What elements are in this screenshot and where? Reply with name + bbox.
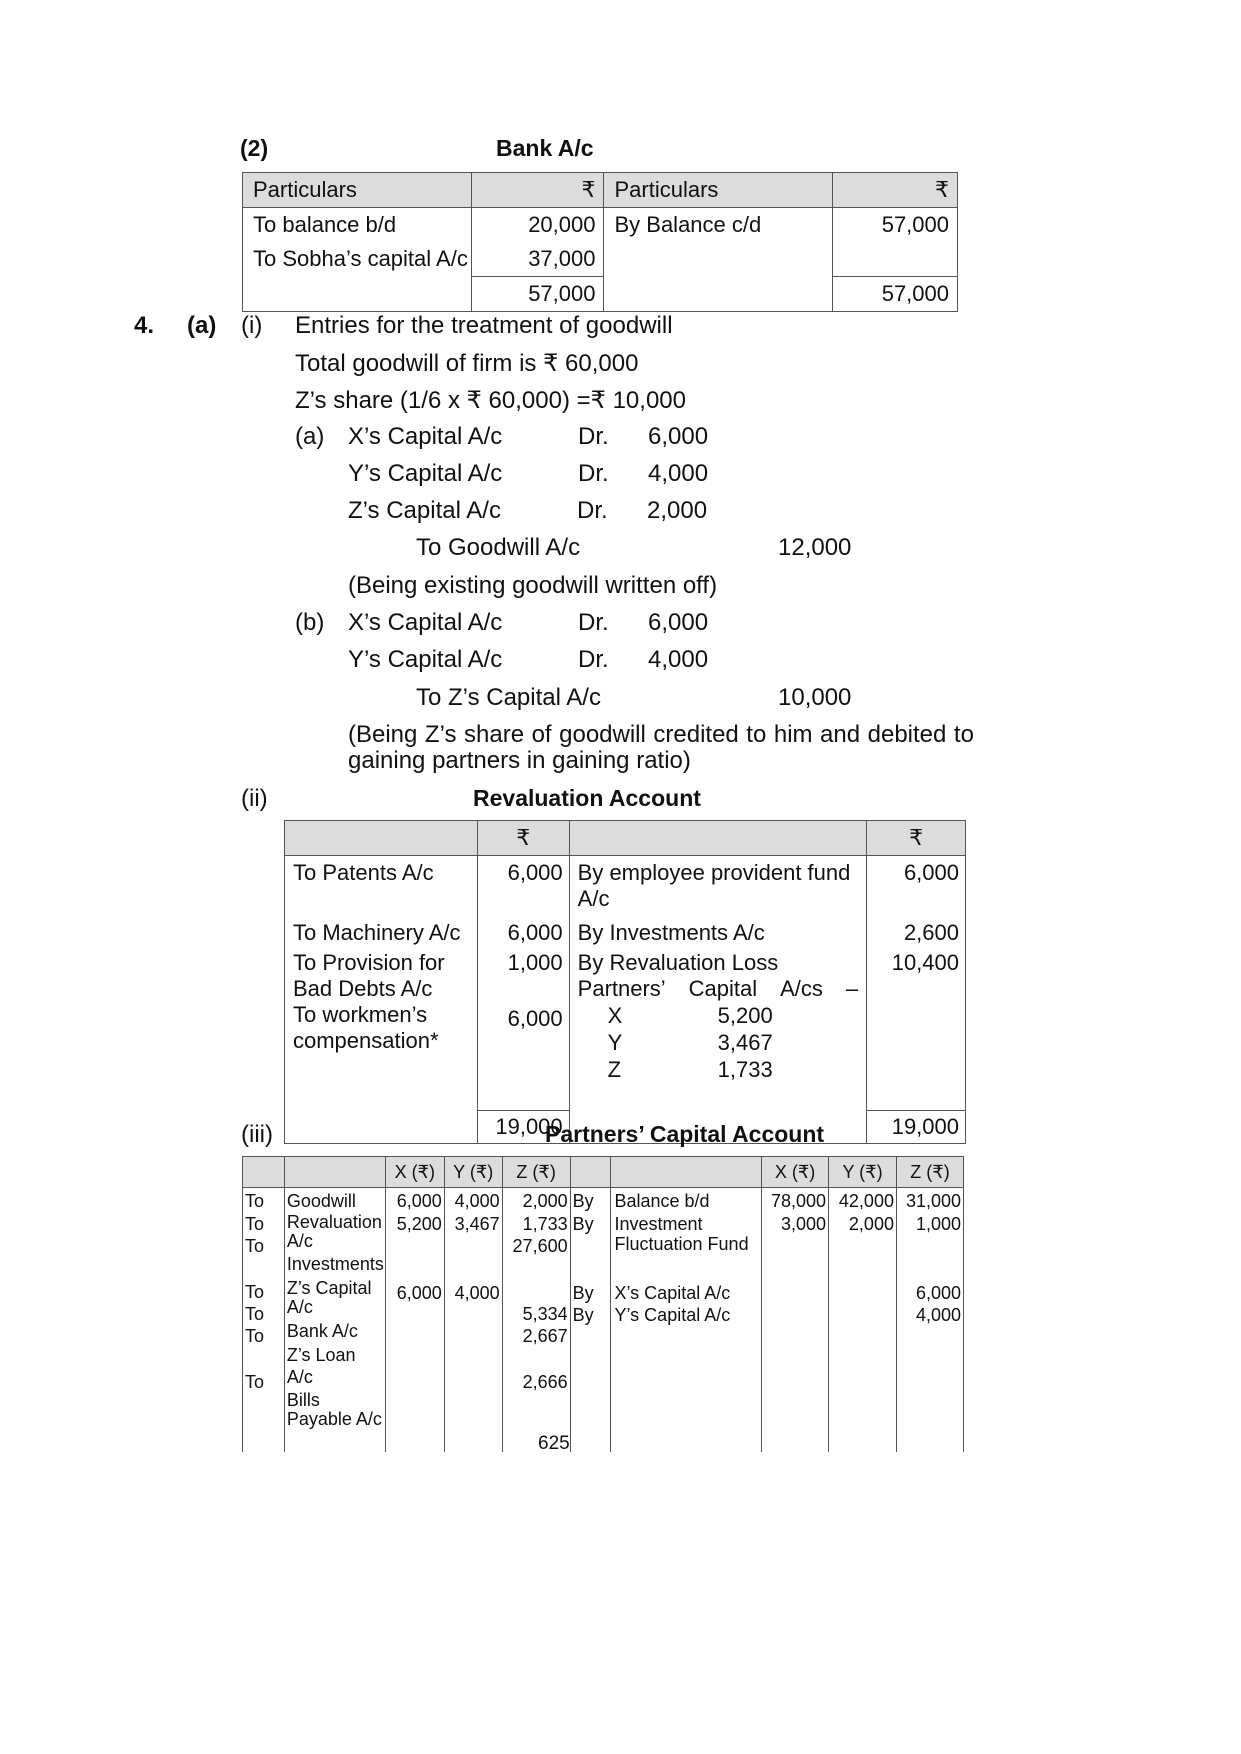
journal-narration xyxy=(348,721,974,749)
table-row xyxy=(243,208,958,243)
bank-dr-particular: To balance b/d xyxy=(243,208,472,243)
reval-loss-label: By Revaluation Loss xyxy=(577,950,779,975)
capital-dr-prefix: To xyxy=(245,1214,265,1234)
narration-word: to xyxy=(953,721,974,748)
reval-dr-amount: 6,000 xyxy=(477,916,569,946)
journal-debit-amount: 2,000 xyxy=(647,497,708,524)
capital-cr-particular: Balance b/d xyxy=(614,1191,710,1211)
table-row xyxy=(243,1188,964,1453)
capital-cr-z-amount: 1,000 xyxy=(915,1214,961,1234)
journal-dr-marker: Dr. xyxy=(578,646,609,673)
capital-dr-z-amount: 2,667 xyxy=(522,1326,568,1346)
capital-cr-z-amount: 6,000 xyxy=(915,1283,961,1303)
capital-dr-x-amount: 5,200 xyxy=(396,1214,442,1234)
capital-cr-z-amount: 31,000 xyxy=(905,1191,961,1211)
question-number: 4. xyxy=(134,312,155,339)
capital-cr-particular: Y’s Capital A/c xyxy=(614,1305,731,1325)
capital-cr-x-amount: 3,000 xyxy=(781,1214,827,1234)
bank-dr-amount: 37,000 xyxy=(471,242,604,277)
table-row xyxy=(243,242,958,277)
question-subpart: (i) xyxy=(241,312,263,339)
table-row xyxy=(285,916,966,946)
journal-debit-account: X’s Capital A/c xyxy=(348,609,503,636)
reval-dr-amount: 6,000 xyxy=(477,856,569,917)
entry-b-label: (b) xyxy=(295,609,325,636)
capital-header-y-cr: Y (₹) xyxy=(829,1157,897,1188)
journal-credit-amount: 12,000 xyxy=(778,534,852,561)
capital-cr-prefix: By xyxy=(572,1305,594,1325)
bank-cr-particular: By Balance c/d xyxy=(604,208,833,243)
narration-word: to xyxy=(746,721,767,748)
capital-dr-y-amount: 3,467 xyxy=(454,1214,500,1234)
capital-cr-z-amount: 4,000 xyxy=(915,1305,961,1325)
bank-total-cr: 57,000 xyxy=(833,277,958,312)
capital-cr-prefix: By xyxy=(572,1283,594,1303)
capital-dr-prefix: To xyxy=(245,1236,265,1256)
capital-cr-particular: X’s Capital A/c xyxy=(614,1283,731,1303)
capital-dr-particular: Investments xyxy=(286,1254,384,1274)
reval-total-dr: 19,000 xyxy=(477,1110,569,1143)
capital-dr-z-amount: 2,000 xyxy=(522,1191,568,1211)
capital-dr-particular: Revaluation xyxy=(286,1212,382,1232)
journal-debit-account: Y’s Capital A/c xyxy=(348,460,503,487)
capital-cr-x-amount: 78,000 xyxy=(770,1191,827,1211)
capital-dr-particular: Payable A/c xyxy=(286,1409,382,1429)
reval-provision-line1: To Provision for xyxy=(293,950,445,975)
capital-dr-particular: Bills xyxy=(286,1390,320,1410)
reval-header-row xyxy=(285,821,966,856)
reval-workmen-amount: 6,000 xyxy=(507,1006,563,1031)
capital-dr-prefix: To xyxy=(245,1372,265,1392)
question-part: (a) xyxy=(187,312,217,339)
reval-header-rupee-dr: ₹ xyxy=(477,821,569,856)
entry-a-label: (a) xyxy=(295,423,325,450)
capital-cr-y-amount: 42,000 xyxy=(838,1191,894,1211)
narration-word: of xyxy=(531,721,552,748)
narration-word: Z’s xyxy=(424,721,457,748)
reval-cr-particular: By employee provident fund xyxy=(577,860,851,885)
journal-dr-marker: Dr. xyxy=(578,423,609,450)
reval-share-x: X 5,200 xyxy=(607,1003,773,1028)
journal-debit-amount: 6,000 xyxy=(648,609,709,636)
reval-cr-particular: By Investments A/c xyxy=(569,916,867,946)
capital-section-number: (iii) xyxy=(241,1121,273,1148)
journal-debit-amount: 6,000 xyxy=(648,423,709,450)
reval-dr-particular: To Patents A/c xyxy=(293,860,434,885)
capital-header-z-dr: Z (₹) xyxy=(502,1157,570,1188)
bank-account-title: Bank A/c xyxy=(496,135,594,161)
narration-word: and xyxy=(820,721,861,748)
reval-dr-particular: To Machinery A/c xyxy=(285,916,478,946)
journal-debit-amount: 4,000 xyxy=(648,646,709,673)
bank-account-table xyxy=(242,172,958,312)
journal-debit-account: Y’s Capital A/c xyxy=(348,646,503,673)
capital-header-x-cr: X (₹) xyxy=(762,1157,829,1188)
capital-dr-prefix: To xyxy=(245,1304,265,1324)
bank-header-particulars-cr: Particulars xyxy=(604,173,833,208)
capital-dr-particular: Z’s Loan A/c xyxy=(286,1345,356,1387)
reval-header-rupee-cr: ₹ xyxy=(867,821,966,856)
table-row xyxy=(285,856,966,917)
reval-provision-amount: 1,000 xyxy=(507,950,563,975)
journal-debit-account: X’s Capital A/c xyxy=(348,423,503,450)
reval-account-title: Revaluation Account xyxy=(473,785,701,811)
narration-word: him xyxy=(773,721,813,748)
capital-dr-particular: Z’s Capital xyxy=(286,1278,372,1298)
journal-narration-continued: gaining partners in gaining ratio) xyxy=(348,747,691,774)
partners-capital-table xyxy=(242,1156,964,1452)
table-row xyxy=(285,946,966,1110)
bank-cr-amount: 57,000 xyxy=(833,208,958,243)
capital-dr-z-amount: 27,600 xyxy=(512,1236,568,1256)
z-share-line: Z’s share (1/6 x ₹ 60,000) =₹ 10,000 xyxy=(295,387,686,414)
capital-cr-particular: Fluctuation Fund xyxy=(614,1234,749,1254)
bank-dr-amount: 20,000 xyxy=(471,208,604,243)
capital-dr-z-amount: 5,334 xyxy=(522,1304,568,1324)
bank-header-amount-cr: ₹ xyxy=(833,173,958,208)
capital-dr-prefix: To xyxy=(245,1326,265,1346)
capital-header-y-dr: Y (₹) xyxy=(444,1157,502,1188)
capital-dr-particular: A/c xyxy=(286,1231,313,1251)
narration-word: goodwill xyxy=(559,721,646,748)
narration-word: (Being xyxy=(348,721,418,748)
journal-debit-amount: 4,000 xyxy=(648,460,709,487)
reval-total-cr: 19,000 xyxy=(867,1110,966,1143)
reval-workmen-line1: To workmen’s xyxy=(293,1002,428,1027)
revaluation-account-table xyxy=(284,820,966,1144)
reval-cr-amount: 2,600 xyxy=(867,916,966,946)
bank-header-row xyxy=(243,173,958,208)
capital-cr-particular: Investment xyxy=(614,1214,703,1234)
reval-cr-particular-cont: A/c xyxy=(577,886,610,911)
capital-dr-prefix: To xyxy=(245,1282,265,1302)
journal-credit-account: To Z’s Capital A/c xyxy=(416,684,601,711)
bank-total-dr: 57,000 xyxy=(471,277,604,312)
goodwill-heading: Entries for the treatment of goodwill xyxy=(295,312,673,339)
journal-dr-marker: Dr. xyxy=(578,460,609,487)
journal-dr-marker: Dr. xyxy=(577,497,608,524)
capital-header-x-dr: X (₹) xyxy=(385,1157,444,1188)
bank-section-number: (2) xyxy=(240,135,269,161)
journal-dr-marker: Dr. xyxy=(578,609,609,636)
narration-word: debited xyxy=(867,721,947,748)
reval-section-number: (ii) xyxy=(241,785,268,812)
capital-cr-prefix: By xyxy=(572,1191,594,1211)
bank-total-row xyxy=(243,277,958,312)
total-goodwill-line: Total goodwill of firm is ₹ 60,000 xyxy=(295,350,639,377)
capital-dr-y-amount: 4,000 xyxy=(454,1191,500,1211)
journal-credit-account: To Goodwill A/c xyxy=(416,534,581,561)
bank-dr-particular: To Sobha’s capital A/c xyxy=(243,242,472,277)
capital-header-row xyxy=(243,1157,964,1188)
reval-provision-line2: Bad Debts A/c xyxy=(293,976,433,1001)
capital-cr-y-amount: 2,000 xyxy=(848,1214,894,1234)
capital-dr-particular: Goodwill xyxy=(286,1191,356,1211)
journal-narration: (Being existing goodwill written off) xyxy=(348,572,718,599)
capital-dr-z-amount: 1,733 xyxy=(522,1214,568,1234)
narration-word: credited xyxy=(653,721,739,748)
reval-share-z: Z 1,733 xyxy=(607,1057,773,1082)
narration-word: share xyxy=(464,721,525,748)
capital-dr-particular: A/c xyxy=(286,1297,313,1317)
capital-dr-prefix: To xyxy=(245,1191,265,1211)
reval-workmen-line2: compensation* xyxy=(293,1028,439,1053)
bank-header-amount-dr: ₹ xyxy=(471,173,604,208)
reval-loss-amount: 10,400 xyxy=(867,946,966,1110)
capital-dr-x-amount: 6,000 xyxy=(396,1283,442,1303)
bank-header-particulars-dr: Particulars xyxy=(243,173,472,208)
page-number: 625 xyxy=(538,1433,570,1454)
capital-dr-z-amount: 2,666 xyxy=(522,1372,568,1392)
reval-share-y: Y 3,467 xyxy=(607,1030,773,1055)
journal-debit-account: Z’s Capital A/c xyxy=(348,497,501,524)
capital-dr-particular: Bank A/c xyxy=(286,1321,358,1341)
capital-header-z-cr: Z (₹) xyxy=(896,1157,963,1188)
capital-dr-y-amount: 4,000 xyxy=(454,1283,500,1303)
capital-account-title: Partners’ Capital Account xyxy=(545,1121,825,1147)
reval-partners-capital-line: Partners’ Capital A/cs – xyxy=(577,976,859,1001)
reval-cr-amount: 6,000 xyxy=(867,856,966,917)
capital-dr-x-amount: 6,000 xyxy=(396,1191,442,1211)
capital-cr-prefix: By xyxy=(572,1214,594,1234)
journal-credit-amount: 10,000 xyxy=(778,684,852,711)
